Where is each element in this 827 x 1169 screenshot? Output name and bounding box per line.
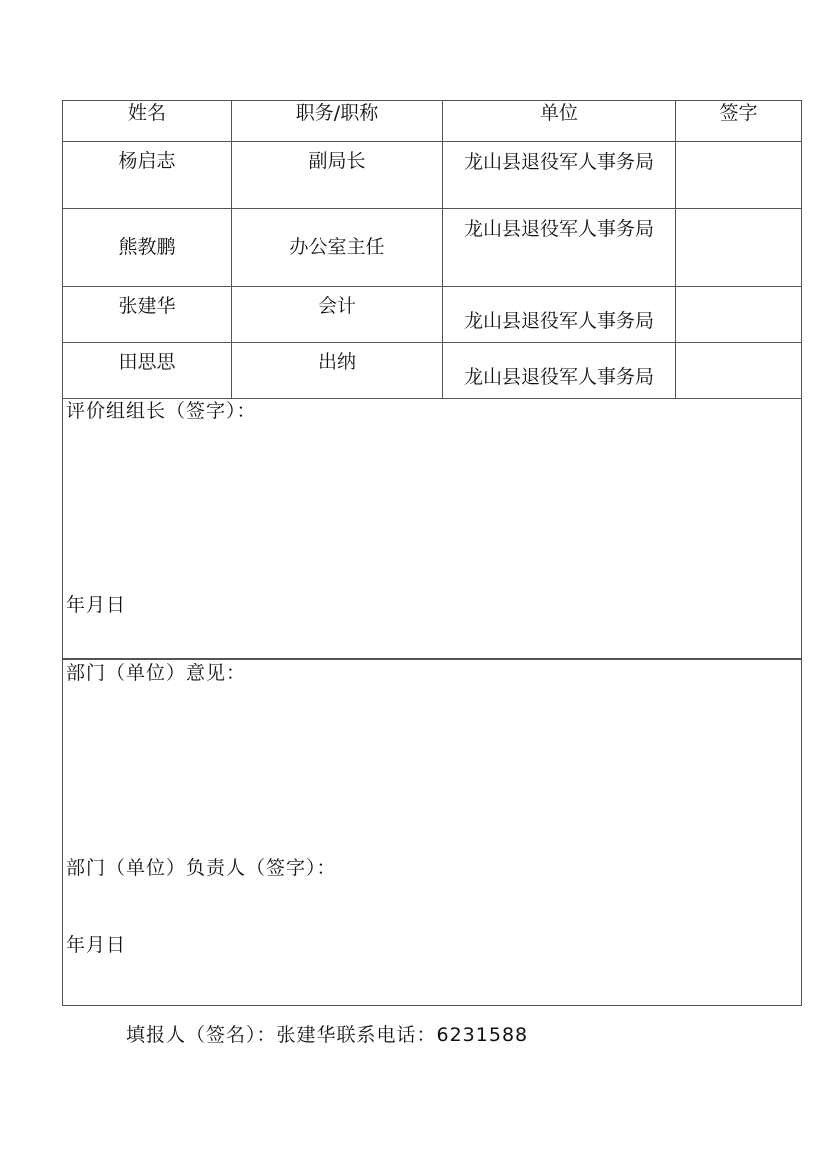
member-unit: 龙山县退役军人事务局 — [443, 142, 676, 209]
table-row — [63, 209, 802, 287]
member-position: 会计 — [232, 287, 443, 343]
filler-info: 填报人（签名）：张建华联系电话：6231588 — [126, 1024, 529, 1046]
member-name: 杨启志 — [63, 142, 232, 209]
member-signature-cell[interactable] — [676, 142, 802, 209]
evaluation-leader-section — [62, 364, 802, 659]
department-opinion-section — [62, 659, 802, 1006]
evaluation-leader-label: 评价组组长（签字）： — [66, 400, 257, 422]
department-date-label: 年月日 — [66, 934, 127, 956]
header-signature: 签字 — [676, 101, 802, 142]
member-position: 办公室主任 — [232, 209, 443, 287]
member-name: 熊教鹏 — [63, 209, 232, 287]
table-header-row — [63, 101, 802, 142]
member-position: 副局长 — [232, 142, 443, 209]
department-head-label: 部门（单位）负责人（签字）： — [66, 857, 337, 879]
member-unit: 龙山县退役军人事务局 — [443, 343, 676, 399]
header-position: 职务/职称 — [232, 101, 443, 142]
member-name: 张建华 — [63, 287, 232, 343]
member-position: 出纳 — [232, 343, 443, 399]
header-unit: 单位 — [443, 101, 676, 142]
table-row — [63, 142, 802, 209]
table-row — [63, 287, 802, 343]
member-unit: 龙山县退役军人事务局 — [443, 209, 676, 287]
header-name: 姓名 — [63, 101, 232, 142]
member-unit: 龙山县退役军人事务局 — [443, 287, 676, 343]
member-name: 田思思 — [63, 343, 232, 399]
evaluation-members-table — [62, 100, 802, 399]
member-signature-cell[interactable] — [676, 287, 802, 343]
member-signature-cell[interactable] — [676, 209, 802, 287]
department-opinion-label: 部门（单位）意见： — [66, 662, 247, 684]
evaluation-date-label: 年月日 — [66, 594, 127, 616]
